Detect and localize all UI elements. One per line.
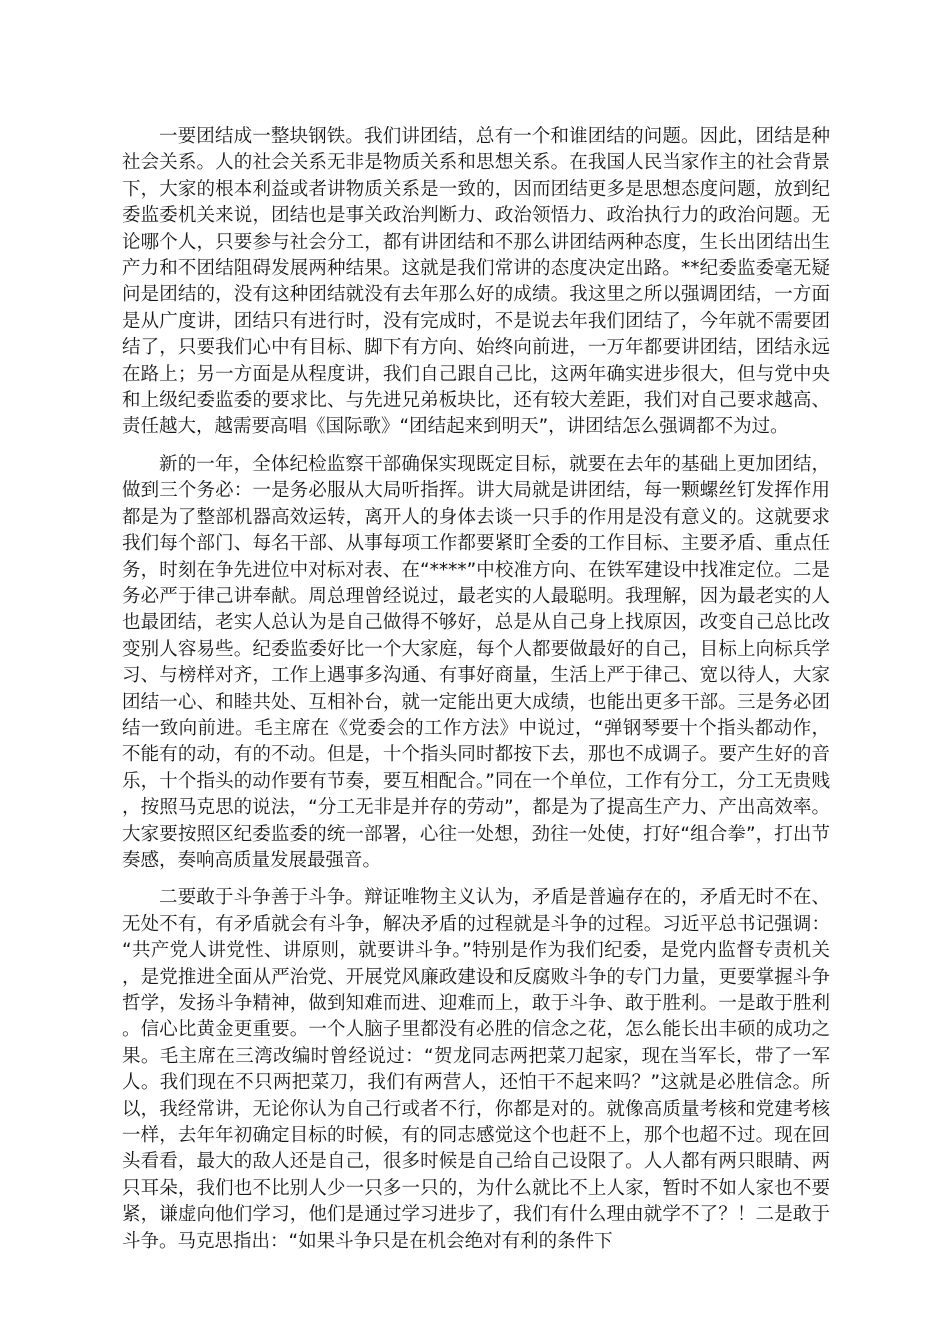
paragraph-unity: 一要团结成一整块钢铁。我们讲团结，总有一个和谁团结的问题。因此，团结是种社会关系。人的社会关系无非是物质关系和思想关系。在我国人民当家作主的社会背景下，大家的根本利益或者讲物质关系是一致的，因而团结更多是思想态度问题，放到纪委监委机关来说，团结也是事关政治判断力、政治领悟力、政治执行力的政治问题。无论哪个人，只要参与社会分工，都有讲团结和不那么讲团结两种态度，生长出团结出生产力和不团结阻碍发展两种结果。这就是我们常讲的态度决定出路。**纪委监委毫无疑问是团结的，没有这种团结就没有去年那么好的成绩。我这里之所以强调团结，一方面是从广度讲，团结只有进行时，没有完成时，不是说去年我们团结了，今年就不需要团结了，只要我们心中有目标、脚下有方向、始终向前进，一万年都要讲团结，团结永远在路上；另一方面是从程度讲，我们自己跟自己比，这两年确实进步很大，但与党中央和上级纪委监委的要求比、与先进兄弟板块比，还有较大差距，我们对自己要求越高、责任越大，越需要高唱《国际歌》“团结起来到明天”，讲团结怎么强调都不为过。 bbox=[122, 126, 830, 438]
document-page bbox=[122, 124, 830, 1255]
paragraph-three-musts: 新的一年，全体纪检监察干部确保实现既定目标，就要在去年的基础上更加团结，做到三个务必：一是务必服从大局听指挥。讲大局就是讲团结，每一颗螺丝钉发挥作用都是为了整部机器高效运转，离开人的身体去谈一只手的作用是没有意义的。这就要求我们每个部门、每名干部、从事每项工作都要紧盯全委的工作目标、主要矛盾、重点任务，时刻在争先进位中对标对表、在“****”中校准方向、在铁军建设中找准定位。二是务必严于律己讲奉献。周总理曾经说过，最老实的人最聪明。我理解，因为最老实的人也最团结，老实人总认为是自己做得不够好，总是从自己身上找原因，改变自己总比改变别人容易些。纪委监委好比一个大家庭，每个人都要做最好的自己，目标上向标兵学习、与榜样对齐，工作上遇事多沟通、有事好商量，生活上严于律己、宽以待人，大家团结一心、和睦共处、互相补台，就一定能出更大成绩，也能出更多干部。三是务必团结一致向前进。毛主席在《党委会的工作方法》中说过，“弹钢琴要十个指头都动作，不能有的动，有的不动。但是，十个指头同时都按下去，那也不成调子。要产生好的音乐，十个指头的动作要有节奏，要互相配合。”同在一个单位，工作有分工，分工无贵贱，按照马克思的说法，“分工无非是并存的劳动”，都是为了提高生产力、产出高效率。大家要按照区纪委监委的统一部署，心往一处想，劲往一处使，打好“组合拳”，打出节奏感，奏响高质量发展最强音。 bbox=[122, 453, 830, 871]
paragraph-struggle: 二要敢于斗争善于斗争。辩证唯物主义认为，矛盾是普遍存在的，矛盾无时不在、无处不有，有矛盾就会有斗争，解决矛盾的过程就是斗争的过程。习近平总书记强调：“共产党人讲党性、讲原则，就要讲斗争。”特别是作为我们纪委，是党内监督专责机关，是党推进全面从严治党、开展党风廉政建设和反腐败斗争的专门力量，更要掌握斗争哲学，发扬斗争精神，做到知难而进、迎难而上，敢于斗争、敢于胜利。一是敢于胜利。信心比黄金更重要。一个人脑子里都没有必胜的信念之花，怎么能长出丰硕的成功之果。毛主席在三湾改编时曾经说过：“贺龙同志两把菜刀起家，现在当军长，带了一军人。我们现在不只两把菜刀，我们有两营人，还怕干不起来吗？”这就是必胜信念。所以，我经常讲，无论你认为自己行或者不行，你都是对的。就像高质量考核和党建考核一样，去年年初确定目标的时候，有的同志感觉这个也赶不上，那个也超不过。现在回头看看，最大的敌人还是自己，很多时候是自己给自己设限了。人人都有两只眼睛、两只耳朵，我们也不比别人少一只多一只的，为什么就比不上人家，暂时不如人家也不要紧，谦虚向他们学习，他们是通过学习进步了，我们有什么理由就学不了？！二是敢于斗争。马克思指出：“如果斗争只是在机会绝对有利的条件下 bbox=[122, 887, 830, 1252]
